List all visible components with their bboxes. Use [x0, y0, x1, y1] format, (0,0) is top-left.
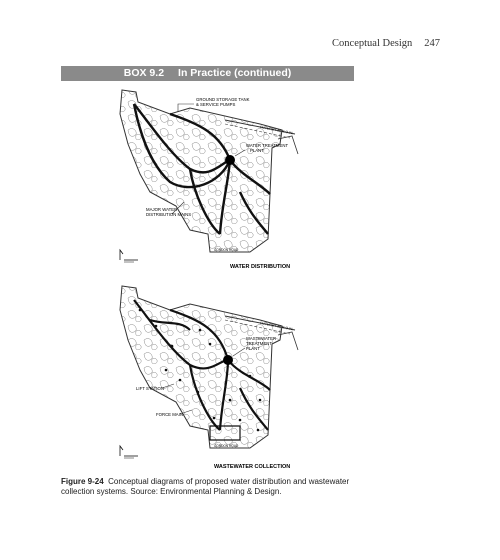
page-number: 247: [424, 38, 440, 49]
map-title-water: WATER DISTRIBUTION: [230, 264, 291, 270]
caption-text: Conceptual diagrams of proposed water distribution and wastewater collection systems. Source: Environmental Planning & Design.: [61, 477, 350, 496]
label-plant: PLANT: [246, 346, 260, 351]
map-title-wastewater: WASTEWATER COLLECTION: [214, 464, 291, 470]
running-header: [332, 38, 440, 49]
label-major-water: MAJOR WATER: [146, 207, 178, 212]
north-arrow-icon: [120, 446, 138, 458]
label-future-road: FUTURE I-10 R.O.W.: [259, 125, 294, 136]
label-force-main: FORCE MAIN: [156, 412, 183, 417]
wastewater-treatment-plant-marker: [223, 355, 233, 365]
north-arrow-icon: [120, 250, 138, 262]
caption-label: Figure 9-24: [61, 477, 104, 486]
figure-caption: [61, 477, 361, 497]
label-service-pumps: & SERVICE PUMPS: [196, 102, 236, 107]
label-future-road: FUTURE I-10 R.O.W.: [259, 321, 294, 332]
box-banner: [61, 66, 354, 81]
water-distribution-map: [110, 84, 300, 274]
label-wastewater: WASTEWATER: [246, 336, 277, 341]
label-plant: PLANT: [250, 148, 264, 153]
label-water-treatment: WATER TREATMENT: [246, 143, 289, 148]
label-cordon-road: CORDON ROAD: [214, 444, 239, 448]
box-label: BOX 9.2: [123, 67, 165, 79]
wastewater-collection-map: [110, 280, 300, 470]
water-treatment-plant-marker: [225, 155, 235, 165]
box-title: In Practice (continued): [178, 67, 292, 79]
label-lift-station: LIFT STATION: [136, 386, 164, 391]
site-boundary: [120, 286, 282, 448]
label-cordon-road: CORDON ROAD: [214, 248, 239, 252]
label-treatment: TREATMENT: [246, 341, 272, 346]
label-distribution-mains: DISTRIBUTION MAINS: [146, 212, 192, 217]
section-title: Conceptual Design: [332, 38, 413, 49]
label-ground-storage-tank: GROUND STORAGE TANK: [196, 97, 250, 102]
site-boundary: [120, 90, 282, 252]
